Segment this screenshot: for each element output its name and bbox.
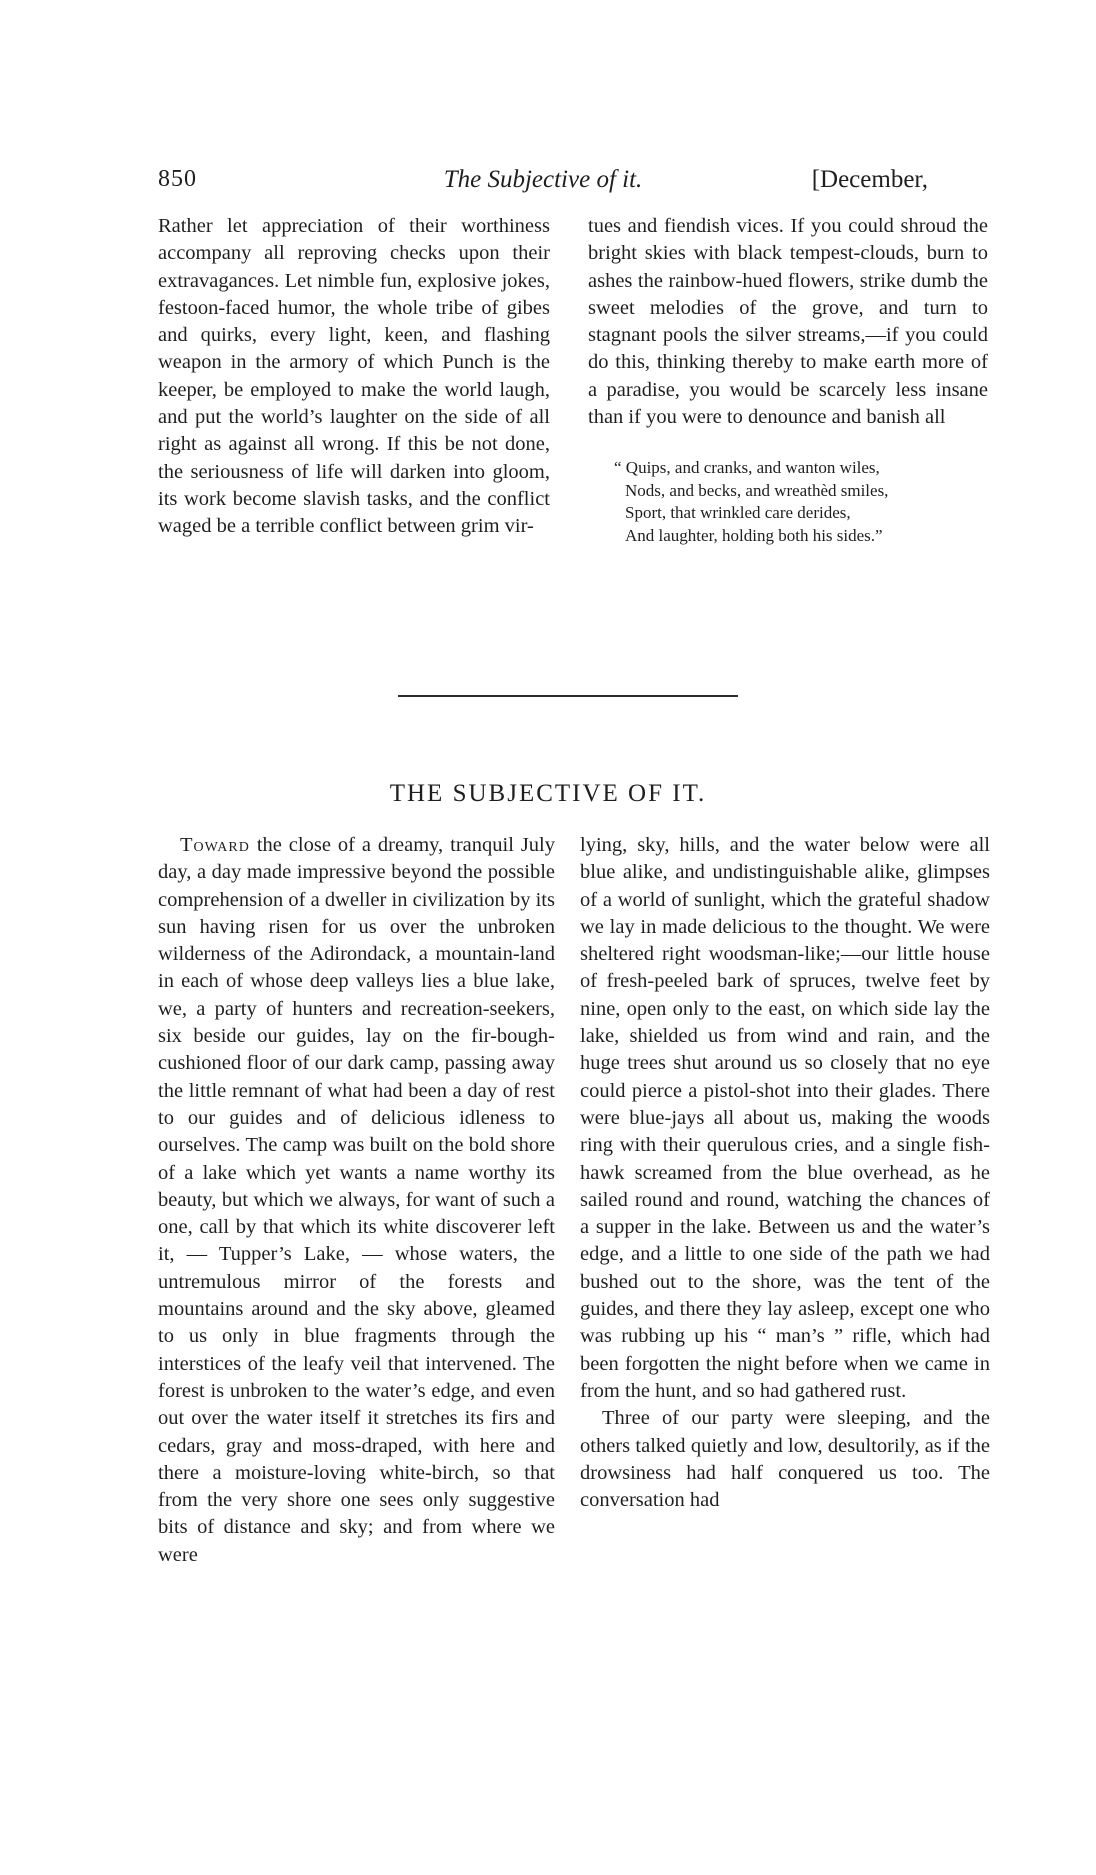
section-divider — [398, 695, 738, 697]
poem-quotation — [614, 457, 988, 547]
opening-word: Toward — [180, 834, 250, 856]
poem-line: Nods, and becks, and wreathèd smiles, — [625, 480, 889, 500]
article-column-left — [158, 832, 555, 1569]
article-title: THE SUBJECTIVE OF IT. — [389, 780, 707, 807]
paragraph: Three of our party were sleeping, and the others talked quietly and low, desultorily, as if the drowsiness had half conquered us too. The conversation had — [580, 1407, 990, 1512]
running-date: [December, — [811, 166, 928, 193]
poem-line: And laughter, holding both his sides.” — [625, 525, 883, 545]
paragraph-text: the close of a dreamy, tranquil July day, a day made impressive beyond the possible comprehension of a dweller in civilization by its sun having risen for us over the unbroken wilderness of the Adirondack, a mountain-land in each of whose deep valleys lies a blue lake, we, a party of hunters and recreation-seekers, six beside our guides, lay on the fir-bough-cushioned floor of our dark camp, passing away the little remnant of what had been a day of rest to our guides and of delicious idleness to ourselves. The camp was built on the bold shore of a lake which yet wants a name worthy its beauty, but which we always, for want of such a one, call by that which its white discoverer left it, — Tupper’s Lake, — whose waters, the untremulous mirror of the forests and mountains around and the sky above, gleamed to us only in blue fragments through the interstices of the leafy veil that intervened. The forest is unbroken to the water’s edge, and even out over the water itself it stretches its firs and cedars, gray and moss-draped, with here and there a moisture-loving white-birch, so that from the very shore one sees only suggestive bits of distance and sky; and from where we were — [158, 834, 556, 1566]
previous-article-column-right — [588, 213, 988, 547]
paragraph — [158, 832, 555, 1569]
poem-line: Sport, that wrinkled care derides, — [625, 503, 851, 523]
article-column-right — [580, 832, 990, 1514]
poem-line: “ Quips, and cranks, and wanton wiles, — [614, 458, 880, 478]
running-head — [158, 166, 928, 200]
page-number: 850 — [158, 166, 197, 192]
previous-article-column-left — [158, 213, 550, 541]
paragraph: tues and fiendish vices. If you could shroud the bright skies with black tempest-clouds, burn to ashes the rainbow-hued flowers, strike dumb the sweet melodies of the grove, and turn to stagnant pools the silver streams,—if you could do this, thinking thereby to make earth more of a paradise, you would be scarcely less insane than if you were to denounce and banish all — [588, 215, 988, 429]
running-title: The Subjective of it. — [443, 166, 643, 193]
paragraph: lying, sky, hills, and the water below were all blue alike, and undistinguishable alike, glimpses of a world of sunlight, which the grateful shadow we lay in made delicious to the thought. We were sheltered right woodsman-like;—our little house of fresh-peeled bark of spruces, twelve feet by nine, open only to the east, on which side lay the lake, shielded us from wind and rain, and the huge trees shut around us so closely that no eye could pierce a pistol-shot into their glades. There were blue-jays all about us, making the woods ring with their querulous cries, and a single fish-hawk screamed from the blue overhead, as he sailed round and round, watching the chances of a supper in the lake. Between us and the water’s edge, and a little to one side of the path we had bushed out to the shore, was the tent of the guides, and there they lay asleep, except one who was rubbing up his “ man’s ” rifle, which had been forgotten the night before when we came in from the hunt, and so had gathered rust. — [580, 834, 990, 1402]
paragraph: Rather let appreciation of their worthiness accompany all reproving checks upon their extravagances. Let nimble fun, explosive jokes, festoon-faced humor, the whole tribe of gibes and quirks, every light, keen, and flashing weapon in the armory of which Punch is the keeper, be employed to make the world laugh, and put the world’s laughter on the side of all right as against all wrong. If this be not done, the seriousness of life will darken into gloom, its work become slavish tasks, and the conflict waged be a terrible conflict between grim vir- — [158, 215, 550, 538]
